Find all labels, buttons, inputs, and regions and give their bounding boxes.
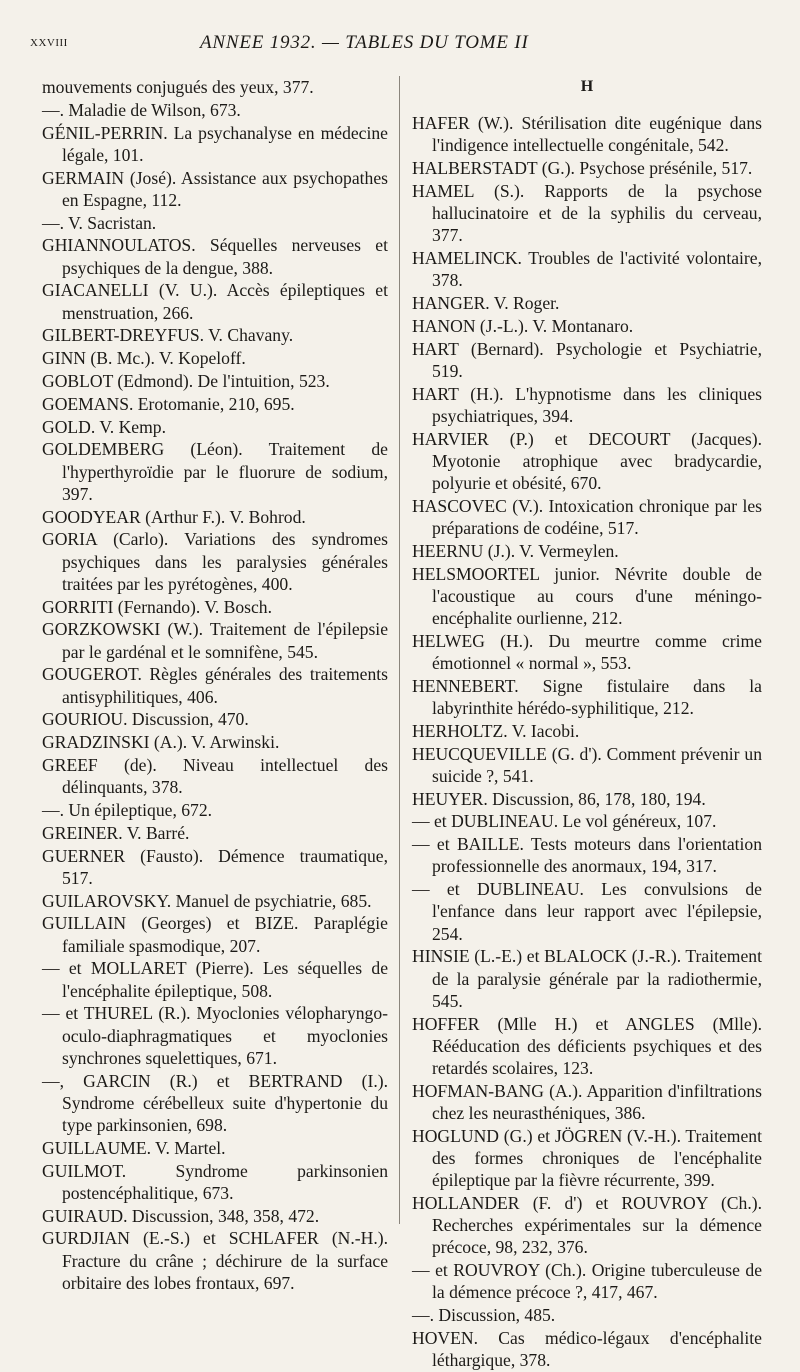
column-divider [399, 76, 400, 1224]
left-column [42, 76, 388, 1295]
index-entry: HOGLUND (G.) et JÖGREN (V.-H.). Traitement des formes chroniques de l'encéphalite épileptique par la fièvre récurrente, 399. [412, 1125, 762, 1191]
index-entry: HELSMOORTEL junior. Névrite double de l'acoustique au cours d'une méningo-encéphalite ourlienne, 212. [412, 563, 762, 628]
index-entry: GURDJIAN (E.-S.) et SCHLAFER (N.-H.). Fracture du crâne ; déchirure de la surface orbitaire des lobes frontaux, 697. [42, 1228, 388, 1293]
index-entry: — et DUBLINEAU. Les convulsions de l'enfance dans leur rapport avec l'épilepsie, 254. [412, 879, 762, 944]
index-entry: —, GARCIN (R.) et BERTRAND (I.). Syndrome cérébelleux suite d'hypertonie du type parkinsonien, 698. [42, 1070, 388, 1135]
index-entry: GUILAROVSKY. Manuel de psychiatrie, 685. [42, 890, 372, 911]
index-entry: HAMELINCK. Troubles de l'activité volontaire, 378. [412, 248, 762, 291]
index-entry: GIACANELLI (V. U.). Accès épileptiques et menstruation, 266. [42, 280, 388, 323]
index-entry: HEUCQUEVILLE (G. d'). Comment prévenir un suicide ?, 541. [412, 743, 762, 786]
index-entry: —. Maladie de Wilson, 673. [42, 99, 241, 120]
index-entry: — et THUREL (R.). Myoclonies vélopharyngo-oculo-diaphragmatiques et myoclonies synchrones squelettiques, 671. [42, 1003, 388, 1068]
index-entry: GORRITI (Fernando). V. Bosch. [42, 596, 273, 617]
index-entry: GREEF (de). Niveau intellectuel des délinquants, 378. [42, 754, 388, 798]
index-entry: — et MOLLARET (Pierre). Les séquelles de l'encéphalite épileptique, 508. [42, 958, 388, 1001]
page-number: xxviii [30, 34, 68, 50]
index-entry: GOODYEAR (Arthur F.). V. Bohrod. [42, 506, 306, 527]
index-entry: GOEMANS. Erotomanie, 210, 695. [42, 393, 295, 414]
index-entry: GERMAIN (José). Assistance aux psychopathes en Espagne, 112. [42, 167, 388, 210]
index-entry: HANGER. V. Roger. [412, 293, 560, 313]
index-entry: HART (H.). L'hypnotisme dans les cliniques psychiatriques, 394. [412, 383, 762, 426]
index-entry: GORZKOWSKI (W.). Traitement de l'épilepsie par le gardénal et le somnifène, 545. [42, 619, 388, 662]
index-entry: GRADZINSKI (A.). V. Arwinski. [42, 732, 280, 753]
right-column [412, 76, 762, 1372]
index-entry: HAFER (W.). Stérilisation dite eugénique dans l'indigence intellectuelle congénitale, 542. [412, 113, 762, 156]
index-entry: HINSIE (L.-E.) et BLALOCK (J.-R.). Traitement de la paralysie générale par la radiothermie, 545. [412, 946, 762, 1011]
index-entry: GILBERT-DREYFUS. V. Chavany. [42, 325, 294, 346]
index-entry: HEUYER. Discussion, 86, 178, 180, 194. [412, 788, 706, 809]
index-entry: HOLLANDER (F. d') et ROUVROY (Ch.). Recherches expérimentales sur la démence précoce, 98, 232, 376. [412, 1193, 762, 1258]
page-header [30, 32, 770, 56]
index-entry: HOVEN. Cas médico-légaux d'encéphalite léthargique, 378. [412, 1328, 762, 1371]
index-entry: GINN (B. Mc.). V. Kopeloff. [42, 348, 246, 369]
index-entry: GOLDEMBERG (Léon). Traitement de l'hyperthyroïdie par le fluorure de sodium, 397. [42, 439, 388, 504]
index-entry: HERHOLTZ. V. Iacobi. [412, 720, 580, 741]
index-entry: —. V. Sacristan. [42, 212, 157, 233]
index-entry: HOFFER (Mlle H.) et ANGLES (Mlle). Rééducation des déficients psychiques et des retardés scolaires, 123. [412, 1013, 762, 1078]
index-entry: HASCOVEC (V.). Intoxication chronique par les préparations de codéine, 517. [412, 495, 762, 538]
running-title: ANNEE 1932. — TABLES DU TOME II [200, 32, 529, 53]
index-entry: GÉNIL-PERRIN. La psychanalyse en médecine légale, 101. [42, 122, 388, 165]
index-entry: HENNEBERT. Signe fistulaire dans la labyrinthite hérédo-syphilitique, 212. [412, 675, 762, 718]
index-entry: GOUGEROT. Règles générales des traitements antisyphilitiques, 406. [42, 664, 388, 707]
index-entry: GORIA (Carlo). Variations des syndromes psychiques dans les paralysies générales traitées par les pyrétogènes, 400. [42, 529, 388, 594]
index-entry: HELWEG (H.). Du meurtre comme crime émotionnel « normal », 553. [412, 630, 762, 673]
index-entry: HEERNU (J.). V. Vermeylen. [412, 540, 619, 561]
index-entry: — et BAILLE. Tests moteurs dans l'orientation professionnelle des anormaux, 194, 317. [412, 834, 762, 877]
index-entry: —. Discussion, 485. [412, 1305, 556, 1326]
index-entry: GUERNER (Fausto). Démence traumatique, 517. [42, 845, 388, 888]
index-entry: GUIRAUD. Discussion, 348, 358, 472. [42, 1205, 320, 1226]
index-entry: GHIANNOULATOS. Séquelles nerveuses et psychiques de la dengue, 388. [42, 235, 388, 278]
index-entry: GOLD. V. Kemp. [42, 416, 166, 437]
index-entry: GREINER. V. Barré. [42, 822, 190, 843]
index-entry: GUILLAIN (Georges) et BIZE. Paraplégie familiale spasmodique, 207. [42, 913, 388, 956]
index-entry: HARVIER (P.) et DECOURT (Jacques). Myotonie atrophique avec bradycardie, polyurie et obésité, 670. [412, 428, 762, 493]
index-entry: GUILLAUME. V. Martel. [42, 1137, 226, 1158]
index-entry: —. Un épileptique, 672. [42, 799, 213, 820]
index-entry: — et DUBLINEAU. Le vol généreux, 107. [412, 811, 717, 832]
index-entry: GOBLOT (Edmond). De l'intuition, 523. [42, 370, 330, 391]
section-letter: H [580, 78, 594, 95]
index-entry: HAMEL (S.). Rapports de la psychose hallucinatoire et de la syphilis du cerveau, 377. [412, 180, 762, 246]
index-entry: HALBERSTADT (G.). Psychose présénile, 517. [412, 158, 753, 178]
index-entry: HART (Bernard). Psychologie et Psychiatrie, 519. [412, 338, 762, 381]
index-entry: HANON (J.-L.). V. Montanaro. [412, 315, 634, 336]
index-entry: GOURIOU. Discussion, 470. [42, 709, 249, 730]
index-entry: — et ROUVROY (Ch.). Origine tuberculeuse de la démence précoce ?, 417, 467. [412, 1260, 762, 1303]
index-entry: HOFMAN-BANG (A.). Apparition d'infiltrations chez les neurasthéniques, 386. [412, 1080, 762, 1123]
index-entry: mouvements conjugués des yeux, 377. [42, 77, 314, 97]
index-entry: GUILMOT. Syndrome parkinsonien postencéphalitique, 673. [42, 1160, 388, 1203]
